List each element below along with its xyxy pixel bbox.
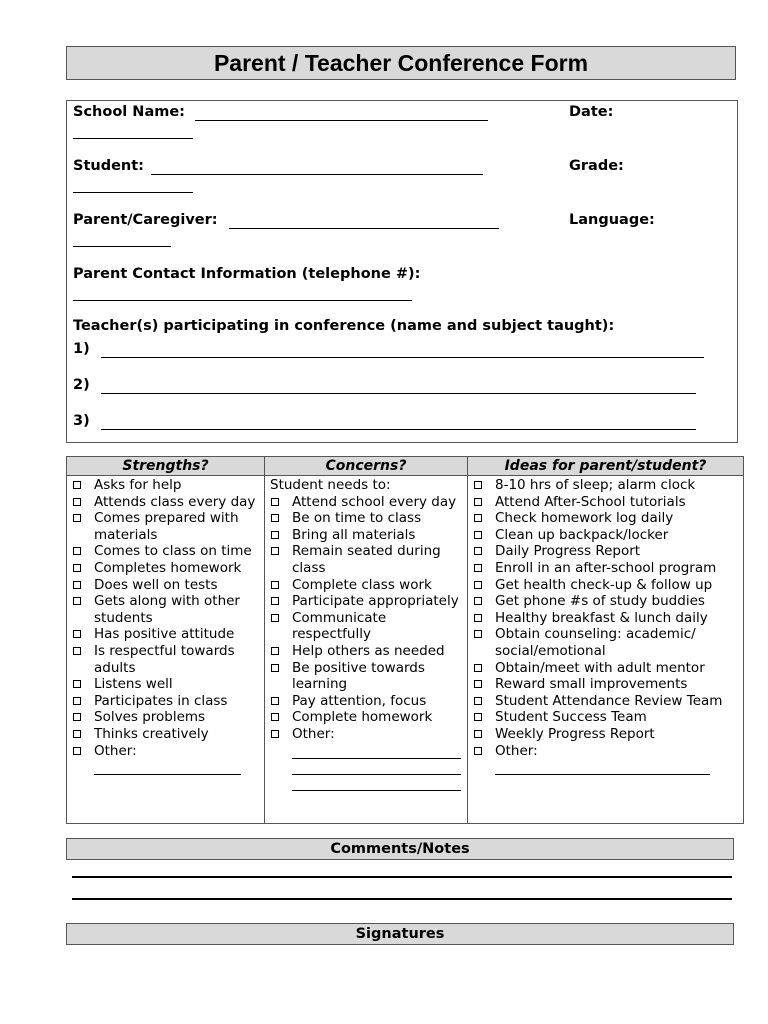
checkbox-icon[interactable] xyxy=(271,514,279,522)
checkbox-icon[interactable] xyxy=(271,547,279,555)
checklist-item[interactable] xyxy=(473,709,740,726)
checklist-item[interactable] xyxy=(270,527,464,544)
checklist-item[interactable] xyxy=(72,577,261,594)
checklist-item-label: Attends class every day xyxy=(94,493,256,510)
checklist-item-label: Participates in class xyxy=(94,692,228,709)
language-field[interactable] xyxy=(73,246,171,247)
checklist-item[interactable] xyxy=(72,494,261,511)
form-title: Parent / Teacher Conference Form xyxy=(66,46,736,80)
checkbox-icon[interactable] xyxy=(474,697,482,705)
checklist-item-label: Completes homework xyxy=(94,559,242,576)
checkbox-icon[interactable] xyxy=(73,747,81,755)
checklist-item-label: Reward small improvements xyxy=(495,676,688,693)
checkbox-icon[interactable] xyxy=(271,697,279,705)
checklist-item[interactable] xyxy=(473,693,740,710)
checklist-item[interactable] xyxy=(270,610,464,643)
ideas-other-field[interactable] xyxy=(495,759,710,775)
checklist-item[interactable] xyxy=(72,510,261,543)
checkbox-icon[interactable] xyxy=(474,614,482,622)
checklist-item-label: Is respectful towards adults xyxy=(94,642,235,676)
date-field[interactable] xyxy=(73,138,193,139)
concerns-header: Concerns? xyxy=(265,457,468,476)
checklist-item[interactable] xyxy=(72,560,261,577)
checkbox-icon[interactable] xyxy=(474,514,482,522)
checkbox-icon[interactable] xyxy=(73,564,81,572)
checklist-item[interactable] xyxy=(72,477,261,494)
checklist-item-label: Be on time to class xyxy=(292,510,422,527)
concerns-other-field[interactable] xyxy=(292,775,461,791)
checklist-item[interactable] xyxy=(473,610,740,627)
checkbox-icon[interactable] xyxy=(474,498,482,506)
checkbox-icon[interactable] xyxy=(474,564,482,572)
checklist-item-label: Complete class work xyxy=(292,576,432,593)
checkbox-icon[interactable] xyxy=(474,581,482,589)
ideas-column xyxy=(468,476,744,824)
checklist-item[interactable] xyxy=(72,693,261,710)
checklist-item[interactable] xyxy=(270,510,464,527)
checklist-item[interactable] xyxy=(473,626,740,659)
checkbox-icon[interactable] xyxy=(474,664,482,672)
checklist-item-label: Other: xyxy=(94,742,137,759)
checkbox-icon[interactable] xyxy=(474,747,482,755)
checklist-item[interactable] xyxy=(473,676,740,693)
checklist-item[interactable] xyxy=(72,726,261,743)
checklist-item-label: Bring all materials xyxy=(292,526,416,543)
checkbox-icon[interactable] xyxy=(474,531,482,539)
checklist-item-label: Obtain/meet with adult mentor xyxy=(495,659,705,676)
teacher-number: 3) xyxy=(73,413,90,429)
checklist-item[interactable] xyxy=(270,643,464,660)
checklist-item-label: Communicate respectfully xyxy=(292,609,387,643)
checklist-item[interactable] xyxy=(473,477,740,494)
checklist-item-label: Student Attendance Review Team xyxy=(495,692,723,709)
concerns-other-field[interactable] xyxy=(292,759,461,775)
checklist-item-label: Get phone #s of study buddies xyxy=(495,593,705,610)
grade-field[interactable] xyxy=(73,192,193,193)
checkbox-icon[interactable] xyxy=(73,547,81,555)
checklist-item[interactable] xyxy=(473,494,740,511)
checkbox-icon[interactable] xyxy=(474,713,482,721)
checklist-item-label: Get health check-up & follow up xyxy=(495,576,713,593)
checkbox-icon[interactable] xyxy=(73,680,81,688)
checklist-item[interactable] xyxy=(270,693,464,710)
checklist-item[interactable] xyxy=(473,726,740,743)
checklist-item[interactable] xyxy=(473,560,740,577)
checkbox-icon[interactable] xyxy=(271,597,279,605)
checklist-item[interactable] xyxy=(473,743,740,760)
contact-label: Parent Contact Information (telephone #): xyxy=(73,266,421,282)
checkbox-icon[interactable] xyxy=(474,730,482,738)
checklist-item-label: Comes prepared with materials xyxy=(94,510,239,543)
ideas-list xyxy=(473,477,740,759)
checklist-item-label: Obtain counseling: academic/ social/emotional xyxy=(495,626,696,659)
checklist-item-label: Other: xyxy=(495,742,538,759)
checklist-item-label: Remain seated during class xyxy=(292,543,441,576)
checkbox-icon[interactable] xyxy=(474,630,482,638)
checklist-item[interactable] xyxy=(270,660,464,693)
checklist-item[interactable] xyxy=(270,593,464,610)
checklist-item-label: Student Success Team xyxy=(495,709,647,726)
checkbox-icon[interactable] xyxy=(73,730,81,738)
teacher-number: 2) xyxy=(73,377,90,393)
checklist-item[interactable] xyxy=(473,660,740,677)
checklist-item-label: Comes to class on time xyxy=(94,543,252,560)
checklist-item-label: Does well on tests xyxy=(94,576,218,593)
checklist-item[interactable] xyxy=(473,510,740,527)
checkbox-icon[interactable] xyxy=(474,680,482,688)
checklist-item-label: Has positive attitude xyxy=(94,626,235,643)
checklist-item[interactable] xyxy=(270,577,464,594)
checklist-item-label: Thinks creatively xyxy=(94,725,209,742)
parent-label: Parent/Caregiver: xyxy=(73,212,218,228)
checklist-item-label: Attend school every day xyxy=(292,493,457,510)
checkbox-icon[interactable] xyxy=(271,730,279,738)
checkbox-icon[interactable] xyxy=(73,514,81,522)
checklist-item[interactable] xyxy=(72,676,261,693)
checkbox-icon[interactable] xyxy=(271,647,279,655)
checkbox-icon[interactable] xyxy=(73,630,81,638)
teacher-number: 1) xyxy=(73,341,90,357)
strengths-list xyxy=(72,477,261,759)
concerns-intro: Student needs to: xyxy=(270,477,391,493)
checkbox-icon[interactable] xyxy=(73,713,81,721)
comment-line[interactable] xyxy=(72,876,732,878)
school-name-field[interactable] xyxy=(195,120,488,121)
checklist-item[interactable] xyxy=(473,593,740,610)
strengths-header: Strengths? xyxy=(67,457,265,476)
checklist-item[interactable] xyxy=(72,593,261,626)
comment-line[interactable] xyxy=(72,898,732,900)
checklist-item-label: Gets along with other students xyxy=(94,593,240,626)
student-label: Student: xyxy=(73,158,144,174)
checklist-item-label: Check homework log daily xyxy=(495,510,674,527)
checklist-item[interactable] xyxy=(473,527,740,544)
contact-field[interactable] xyxy=(73,300,412,301)
checklist-item[interactable] xyxy=(473,577,740,594)
checkbox-icon[interactable] xyxy=(73,697,81,705)
checklist-item-label: Clean up backpack/locker xyxy=(495,526,669,543)
school-name-label: School Name: xyxy=(73,104,185,120)
checklist-item-label: Be positive towards learning xyxy=(292,659,425,693)
checkbox-icon[interactable] xyxy=(73,581,81,589)
concerns-other-field[interactable] xyxy=(292,743,461,759)
checklist-item-label: Weekly Progress Report xyxy=(495,725,655,742)
signatures-header: Signatures xyxy=(66,923,734,945)
date-label: Date: xyxy=(569,104,614,120)
checkbox-icon[interactable] xyxy=(73,647,81,655)
checklist-item-label: Attend After-School tutorials xyxy=(495,493,686,510)
checklist-item[interactable] xyxy=(473,543,740,560)
checklist-item-label: Other: xyxy=(292,725,335,742)
checklist-item-label: Help others as needed xyxy=(292,642,445,659)
concerns-column xyxy=(265,476,468,824)
checklist-item[interactable] xyxy=(270,494,464,511)
checkbox-icon[interactable] xyxy=(73,597,81,605)
student-field[interactable] xyxy=(151,174,483,175)
checklist-item-label: Participate appropriately xyxy=(292,593,459,610)
teacher-3-field[interactable] xyxy=(101,429,696,430)
checkbox-icon[interactable] xyxy=(271,713,279,721)
strengths-column xyxy=(67,476,265,824)
checkbox-icon[interactable] xyxy=(73,481,81,489)
checklist-item[interactable] xyxy=(72,643,261,676)
checkbox-icon[interactable] xyxy=(271,581,279,589)
checkbox-icon[interactable] xyxy=(271,498,279,506)
grade-label: Grade: xyxy=(569,158,624,174)
checklist-item-label: Daily Progress Report xyxy=(495,543,641,560)
checkbox-icon[interactable] xyxy=(474,597,482,605)
checkbox-icon[interactable] xyxy=(73,498,81,506)
concerns-list xyxy=(270,494,464,743)
checklist-item[interactable] xyxy=(270,726,464,743)
language-label: Language: xyxy=(569,212,655,228)
checkbox-icon[interactable] xyxy=(474,481,482,489)
strengths-other-field[interactable] xyxy=(94,759,241,775)
parent-field[interactable] xyxy=(229,228,499,229)
checklist-item-label: Listens well xyxy=(94,676,173,693)
checklist-item-label: Healthy breakfast & lunch daily xyxy=(495,609,708,626)
checklist-item-label: Pay attention, focus xyxy=(292,692,427,709)
checkbox-icon[interactable] xyxy=(271,614,279,622)
checklist-item[interactable] xyxy=(72,626,261,643)
checklist-item[interactable] xyxy=(270,709,464,726)
checklist-item-label: Complete homework xyxy=(292,709,433,726)
checkbox-icon[interactable] xyxy=(271,664,279,672)
comments-header: Comments/Notes xyxy=(66,838,734,860)
teachers-label: Teacher(s) participating in conference (name and subject taught): xyxy=(73,318,615,334)
checkbox-icon[interactable] xyxy=(271,531,279,539)
checklist-item[interactable] xyxy=(72,543,261,560)
checklist-item[interactable] xyxy=(72,743,261,760)
checklist-item-label: Enroll in an after-school program xyxy=(495,559,717,576)
checklist-table xyxy=(66,456,744,824)
checklist-item[interactable] xyxy=(270,543,464,576)
checklist-item[interactable] xyxy=(72,709,261,726)
checklist-item-label: Solves problems xyxy=(94,709,206,726)
ideas-header: Ideas for parent/student? xyxy=(468,457,744,476)
teacher-2-field[interactable] xyxy=(101,393,696,394)
checkbox-icon[interactable] xyxy=(474,547,482,555)
info-section xyxy=(66,100,738,443)
checklist-item-label: 8-10 hrs of sleep; alarm clock xyxy=(495,477,696,493)
checklist-item-label: Asks for help xyxy=(94,477,182,493)
teacher-1-field[interactable] xyxy=(101,357,704,358)
